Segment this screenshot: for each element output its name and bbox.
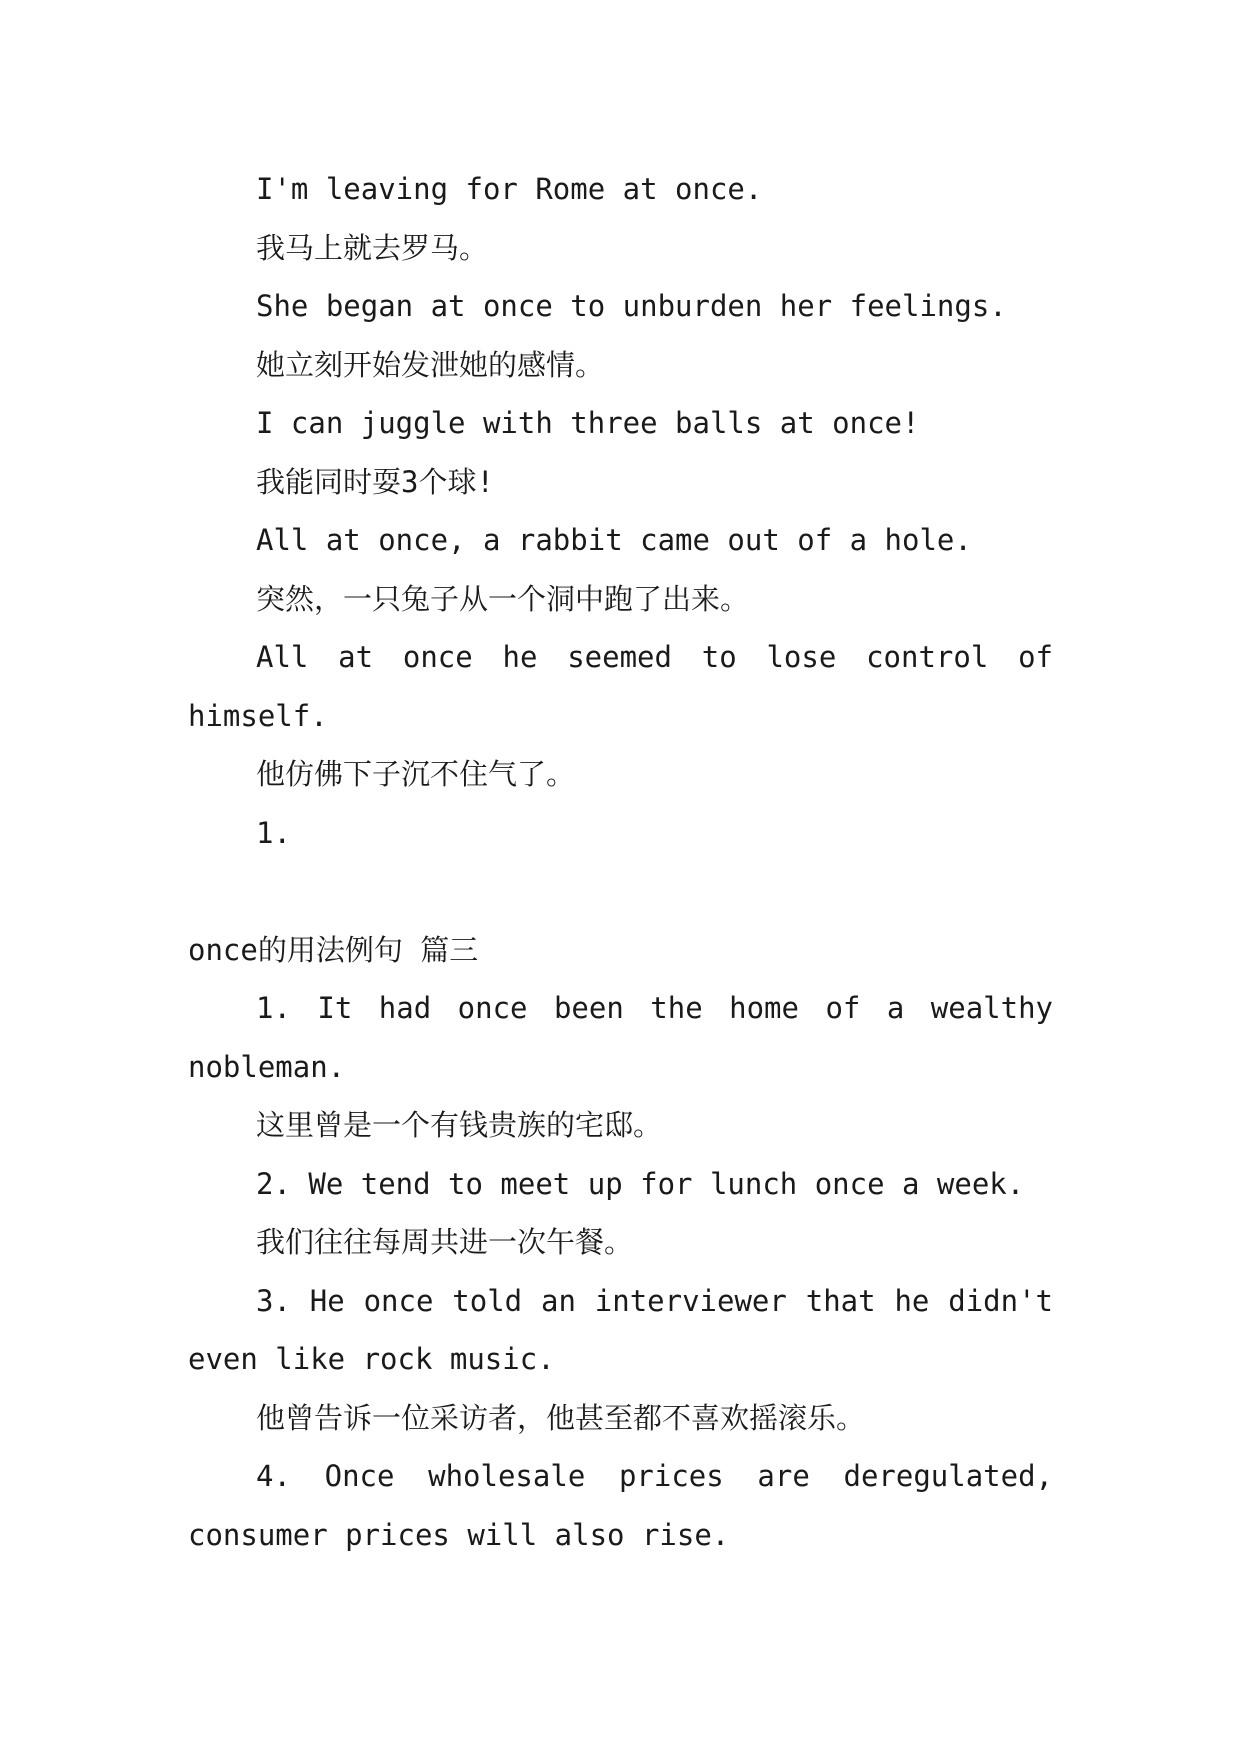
example-sentence-en: I'm leaving for Rome at once.	[256, 172, 763, 206]
example-sentence-en: I can juggle with three balls at once!	[256, 406, 920, 440]
example-translation-zh: 她立刻开始发泄她的感情。	[256, 347, 605, 382]
list-number: 1.	[256, 815, 291, 850]
example-translation-zh: 我马上就去罗马。	[256, 230, 489, 265]
example-sentence-en: She began at once to unburden her feelings.	[256, 289, 1007, 323]
example-translation-zh: 我能同时耍3个球!	[256, 464, 494, 499]
example-translation-zh: 他仿佛下子沉不住气了。	[256, 757, 576, 791]
example-translation-zh: 我们往往每周共进一次午餐。	[256, 1225, 634, 1259]
example-translation-zh: 这里曾是一个有钱贵族的宅邸。	[256, 1108, 663, 1142]
example-translation-zh: 他曾告诉一位采访者，他甚至都不喜欢摇滚乐。	[256, 1400, 866, 1435]
example-translation-zh: 突然，一只兔子从一个洞中跑了出来。	[256, 581, 750, 616]
example-sentence-en: 3. He once told an interviewer that he didn't even like rock music.	[188, 1283, 1053, 1376]
section-heading: once的用法例句 篇三	[188, 932, 479, 967]
document-body	[188, 160, 1053, 1564]
example-sentence-en: All at once, a rabbit came out of a hole.	[256, 523, 972, 557]
example-sentence-en: 2. We tend to meet up for lunch once a week.	[256, 1166, 1025, 1201]
example-sentence-en: 4. Once wholesale prices are deregulated, consumer prices will also rise.	[188, 1459, 1053, 1552]
example-sentence-en: All at once he seemed to lose control of himself.	[188, 640, 1053, 733]
example-sentence-en: 1. It had once been the home of a wealthy nobleman.	[188, 991, 1053, 1084]
